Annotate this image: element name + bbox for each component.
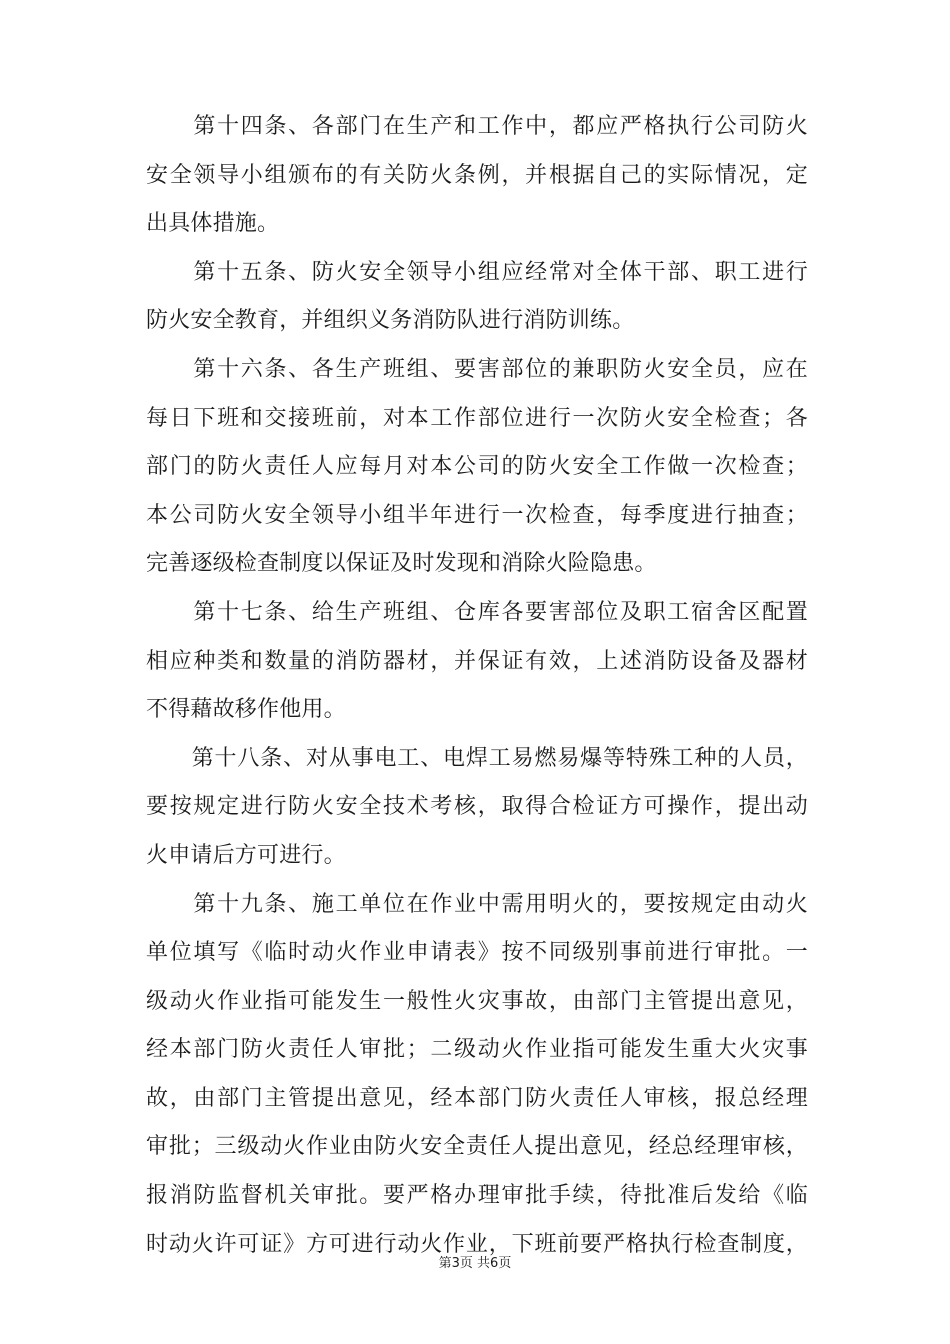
paragraph-article-14: [146, 103, 808, 249]
text-line: 防火安全教育，并组织义务消防队进行消防训练。: [146, 308, 635, 334]
text-line: 出具体措施。: [146, 211, 280, 237]
text-line: 第十七条、给生产班组、仓库各要害部位及职工宿舍区配置: [146, 599, 808, 625]
page-number-footer: 第3页 共6页: [438, 1256, 512, 1271]
text-line: 第十九条、施工单位在作业中需用明火的，要按规定由动火: [146, 891, 808, 917]
text-line: 故，由部门主管提出意见，经本部门防火责任人审核，报总经理: [146, 1085, 808, 1111]
text-line: 第十四条、各部门在生产和工作中，都应严格执行公司防火: [146, 114, 808, 139]
text-line: 级动火作业指可能发生一般性火灾事故，由部门主管提出意见，: [146, 988, 808, 1014]
document-body: [146, 103, 808, 1269]
text-line: 审批；三级动火作业由防火安全责任人提出意见，经总经理审核，: [146, 1134, 808, 1160]
text-line: 单位填写《临时动火作业申请表》按不同级别事前进行审批。一: [146, 940, 808, 966]
paragraph-article-15: [146, 249, 808, 346]
paragraph-article-18: [146, 735, 808, 881]
text-line: 本公司防火安全领导小组半年进行一次检查，每季度进行抽查；: [146, 502, 808, 528]
text-line: 每日下班和交接班前，对本工作部位进行一次防火安全检查；各: [146, 405, 808, 431]
text-line: 第十六条、各生产班组、要害部位的兼职防火安全员，应在: [146, 356, 808, 382]
text-line: 火申请后方可进行。: [146, 842, 346, 868]
text-line: 经本部门防火责任人审批；二级动火作业指可能发生重大火灾事: [146, 1037, 808, 1063]
text-line: 完善逐级检查制度以保证及时发现和消除火险隐患。: [146, 551, 657, 577]
text-line: 要按规定进行防火安全技术考核，取得合检证方可操作，提出动: [146, 794, 808, 820]
paragraph-article-16: [146, 346, 808, 589]
text-line: 部门的防火责任人应每月对本公司的防火安全工作做一次检查；: [146, 454, 808, 480]
text-line: 第十五条、防火安全领导小组应经常对全体干部、职工进行: [146, 259, 808, 285]
text-line: 相应种类和数量的消防器材，并保证有效，上述消防设备及器材: [146, 648, 808, 674]
text-line: 安全领导小组颁布的有关防火条例，并根据自己的实际情况，定: [146, 162, 808, 188]
text-line: 第十八条、对从事电工、电焊工易燃易爆等特殊工种的人员，: [146, 745, 808, 771]
text-line: 时动火许可证》方可进行动火作业，下班前要严格执行检查制度，: [146, 1231, 808, 1257]
paragraph-article-17: [146, 589, 808, 735]
text-line: 报消防监督机关审批。要严格办理审批手续，待批准后发给《临: [146, 1183, 808, 1209]
text-line: 不得藉故移作他用。: [146, 697, 346, 723]
paragraph-article-19: [146, 881, 808, 1270]
